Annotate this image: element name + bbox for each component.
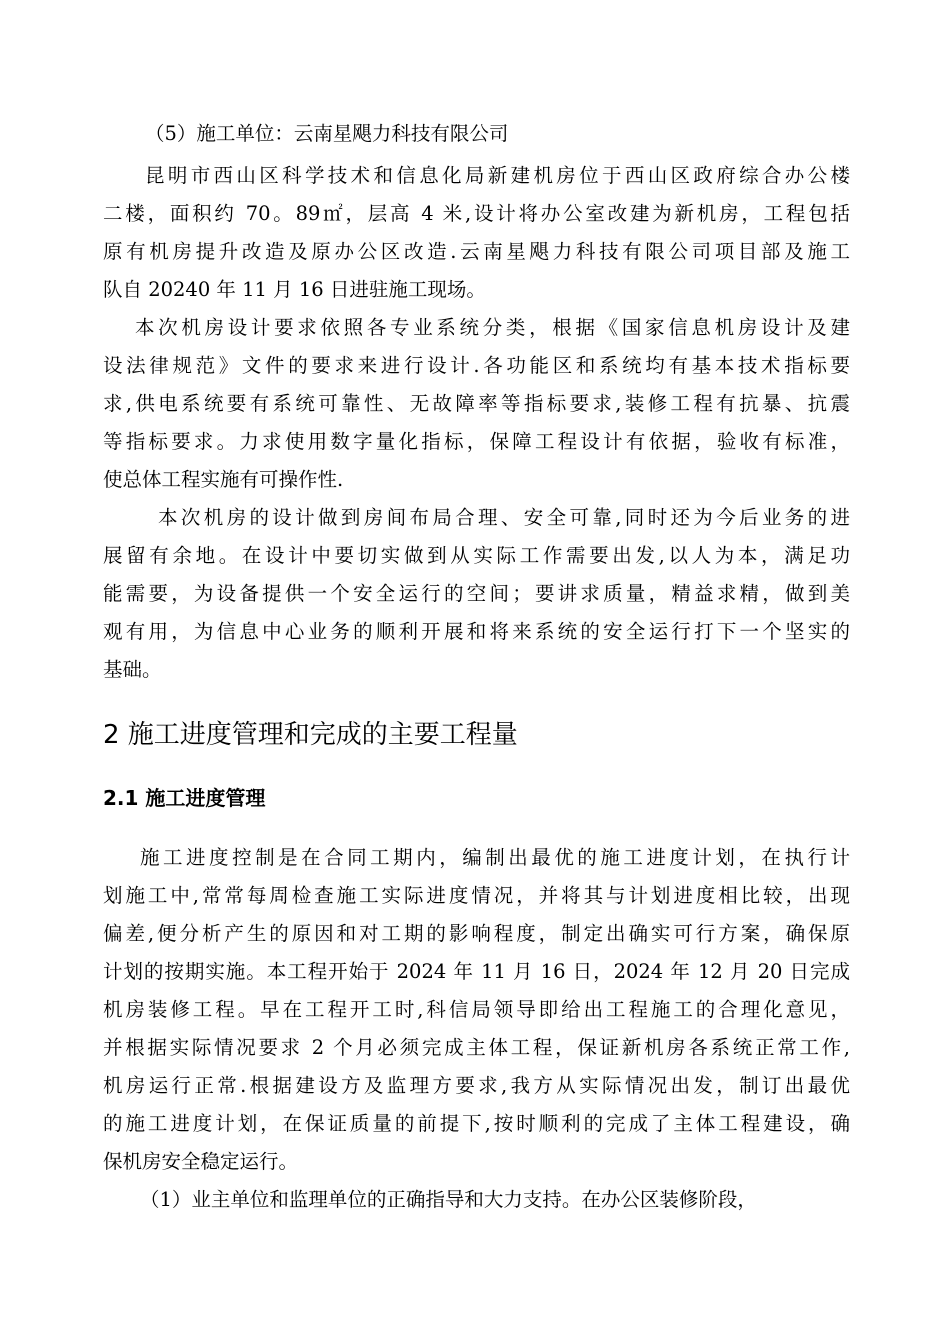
design-goal-line: 展留有余地。在设计中要切实做到从实际工作需要出发,以人为本，满足功: [103, 544, 850, 567]
intro-paragraph-line: 原有机房提升改造及原办公区改造.云南星飓力科技有限公司项目部及施工: [103, 240, 850, 263]
intro-paragraph-line: 队自 20240 年 11 月 16 日进驻施工现场。: [103, 278, 486, 301]
design-goal-line: 本次机房的设计做到房间布局合理、安全可靠,同时还为今后业务的进: [158, 506, 850, 529]
subsection-heading: 2.1 施工进度管理: [103, 786, 266, 810]
progress-paragraph-line: 计划的按期实施。本工程开始于 2024 年 11 月 16 日，2024 年 12 月 20 日完成: [103, 960, 850, 983]
design-requirement-line: 设法律规范》文件的要求来进行设计.各功能区和系统均有基本技术指标要: [103, 354, 850, 377]
design-requirement-line: 等指标要求。力求使用数字量化指标，保障工程设计有依据，验收有标准，: [103, 430, 850, 453]
section-heading: 2 施工进度管理和完成的主要工程量: [103, 720, 518, 750]
intro-paragraph-line: 二楼，面积约 70。89㎡，层高 4 米,设计将办公室改建为新机房，工程包括: [103, 202, 850, 225]
design-goal-line: 基础。: [103, 658, 162, 681]
design-goal-line: 观有用，为信息中心业务的顺利开展和将来系统的安全运行打下一个坚实的: [103, 620, 850, 643]
design-requirement-line: 本次机房设计要求依照各专业系统分类，根据《国家信息机房设计及建: [135, 316, 850, 339]
progress-paragraph-line: 机房装修工程。早在工程开工时,科信局领导即给出工程施工的合理化意见，: [103, 998, 850, 1021]
progress-paragraph-line: 机房运行正常.根据建设方及监理方要求,我方从实际情况出发，制订出最优: [103, 1074, 850, 1097]
progress-paragraph-line: 划施工中,常常每周检查施工实际进度情况，并将其与计划进度相比较，出现: [103, 884, 850, 907]
progress-paragraph-line: 的施工进度计划，在保证质量的前提下,按时顺利的完成了主体工程建设，确: [103, 1112, 850, 1135]
progress-paragraph-line: 保机房安全稳定运行。: [103, 1150, 299, 1173]
support-paragraph-line: （1）业主单位和监理单位的正确指导和大力支持。在办公区装修阶段，: [140, 1188, 757, 1211]
design-requirement-line: 使总体工程实施有可操作性.: [103, 468, 344, 491]
progress-paragraph-line: 施工进度控制是在合同工期内，编制出最优的施工进度计划，在执行计: [140, 846, 850, 869]
design-requirement-line: 求,供电系统要有系统可靠性、无故障率等指标要求,装修工程有抗暴、抗震: [103, 392, 850, 415]
construction-unit-line: （5）施工单位：云南星飓力科技有限公司: [145, 122, 509, 145]
progress-paragraph-line: 偏差,便分析产生的原因和对工期的影响程度，制定出确实可行方案，确保原: [103, 922, 850, 945]
progress-paragraph-line: 并根据实际情况要求 2 个月必须完成主体工程，保证新机房各系统正常工作,: [103, 1036, 850, 1059]
design-goal-line: 能需要，为设备提供一个安全运行的空间；要讲求质量，精益求精，做到美: [103, 582, 850, 605]
intro-paragraph-line: 昆明市西山区科学技术和信息化局新建机房位于西山区政府综合办公楼: [145, 164, 850, 187]
